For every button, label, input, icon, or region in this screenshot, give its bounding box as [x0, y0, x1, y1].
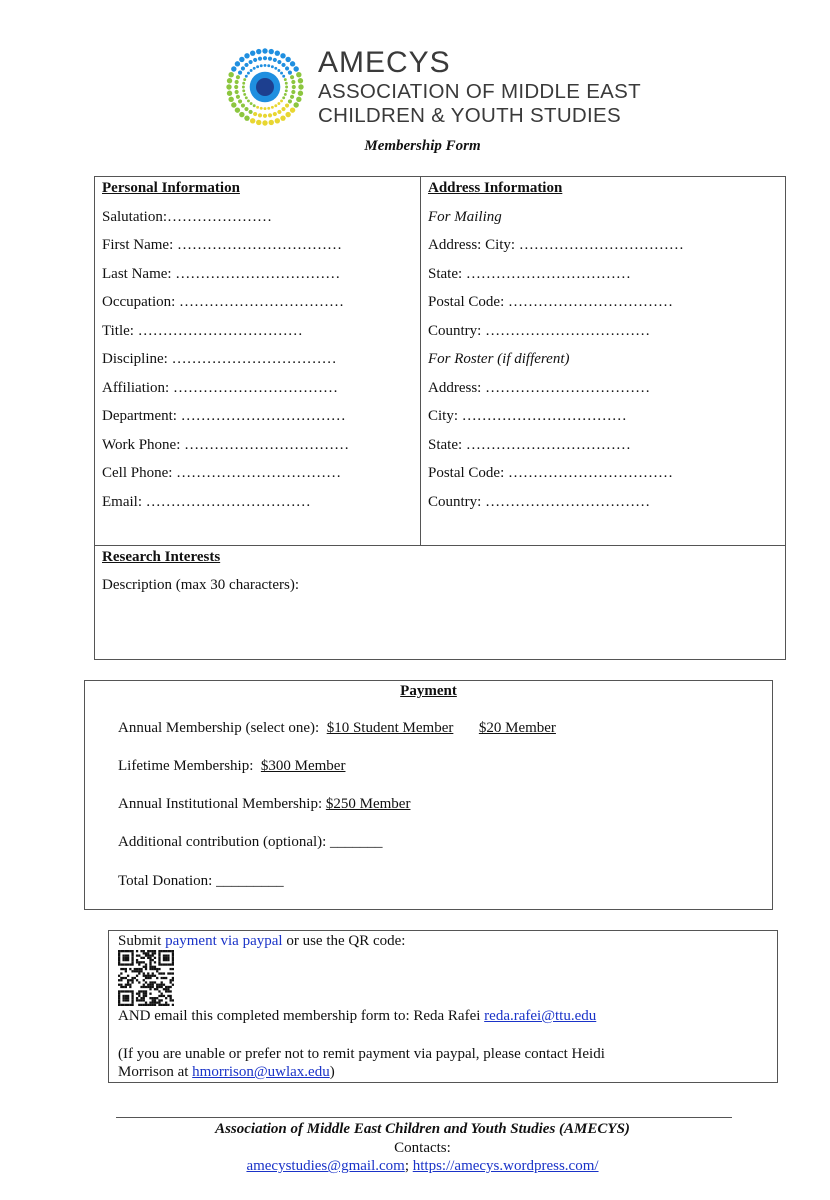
research-interests-heading: Research Interests [102, 549, 221, 565]
footer-separator: ; [404, 1158, 409, 1174]
for-roster-label: For Roster (if different) [428, 351, 570, 367]
submit-prefix: Submit [118, 933, 162, 949]
research-description-field[interactable]: Description (max 30 characters): [102, 577, 299, 593]
institutional-member-option[interactable]: $250 Member [325, 796, 411, 812]
reda-email-link[interactable]: reda.rafei@ttu.edu [484, 1008, 597, 1024]
mailing-postal-code-field[interactable]: Postal Code: …………………………… [428, 294, 674, 310]
alt-contact-line2 [118, 1064, 335, 1081]
alt-contact-suffix: ) [329, 1064, 335, 1080]
qr-code-icon[interactable] [118, 950, 174, 1006]
logo-subtitle-line1: ASSOCIATION OF MIDDLE EAST [318, 80, 641, 103]
heidi-email-link[interactable]: hmorrison@uwlax.edu [192, 1064, 330, 1080]
student-member-option[interactable]: $10 Student Member [326, 720, 454, 736]
salutation-field[interactable]: Salutation:………………… [102, 208, 272, 225]
roster-country-field[interactable]: Country: …………………………… [428, 493, 651, 510]
roster-postal-code-field[interactable]: Postal Code: …………………………… [428, 465, 674, 481]
form-title: Membership Form [364, 138, 481, 154]
roster-city-field[interactable]: City: …………………………… [428, 408, 627, 424]
row-divider [94, 545, 786, 546]
lifetime-membership-row [118, 758, 345, 775]
personal-information-heading: Personal Information [102, 180, 240, 196]
research-interests-section [102, 547, 299, 595]
work-phone-field[interactable]: Work Phone: …………………………… [102, 436, 350, 453]
additional-contribution-field[interactable]: Additional contribution (optional): _______ [118, 834, 383, 850]
institutional-membership-label: Annual Institutional Membership: [118, 796, 323, 812]
institutional-membership-row [118, 796, 410, 813]
lifetime-membership-label: Lifetime Membership: [118, 758, 254, 774]
amecys-logo-icon [220, 42, 310, 132]
paypal-link[interactable]: payment via paypal [165, 933, 283, 949]
mailing-state-field[interactable]: State: …………………………… [428, 265, 631, 282]
logo-title: AMECYS [318, 46, 451, 79]
email-field[interactable]: Email: …………………………… [102, 493, 311, 510]
address-information-section [428, 177, 684, 519]
address-information-heading: Address Information [428, 180, 563, 196]
column-divider [420, 176, 421, 545]
payment-heading: Payment [400, 683, 457, 699]
occupation-field[interactable]: Occupation: …………………………… [102, 294, 345, 310]
for-mailing-label: For Mailing [428, 208, 502, 225]
member-option[interactable]: $20 Member [478, 720, 556, 736]
alt-contact-line1: (If you are unable or prefer not to remit payment via paypal, please contact Heidi [118, 1046, 605, 1062]
alt-contact-prefix: Morrison at [118, 1064, 189, 1080]
mailing-country-field[interactable]: Country: …………………………… [428, 322, 651, 339]
discipline-field[interactable]: Discipline: …………………………… [102, 351, 337, 367]
email-instructions-text: AND email this completed membership form to: Reda Rafei [118, 1008, 481, 1024]
personal-information-section [102, 177, 349, 519]
last-name-field[interactable]: Last Name: …………………………… [102, 265, 341, 282]
annual-membership-label: Annual Membership (select one): [118, 720, 320, 736]
total-donation-field[interactable]: Total Donation: _________ [118, 873, 284, 889]
footer-email-link[interactable]: amecystudies@gmail.com [246, 1158, 405, 1174]
submit-instructions [118, 933, 405, 950]
mailing-address-city-field[interactable]: Address: City: …………………………… [428, 237, 684, 253]
roster-state-field[interactable]: State: …………………………… [428, 436, 631, 453]
footer-divider [116, 1117, 732, 1118]
footer-links [0, 1158, 830, 1175]
email-instructions [118, 1008, 596, 1025]
first-name-field[interactable]: First Name: …………………………… [102, 237, 342, 253]
submit-suffix: or use the QR code: [286, 933, 406, 949]
affiliation-field[interactable]: Affiliation: …………………………… [102, 379, 338, 396]
annual-membership-row [118, 720, 556, 737]
cell-phone-field[interactable]: Cell Phone: …………………………… [102, 465, 342, 481]
footer-organization: Association of Middle East Children and Youth Studies (AMECYS) [215, 1121, 630, 1137]
footer-contacts-label: Contacts: [394, 1140, 451, 1156]
department-field[interactable]: Department: …………………………… [102, 408, 346, 424]
footer-website-link[interactable]: https://amecys.wordpress.com/ [412, 1158, 599, 1174]
roster-address-field[interactable]: Address: …………………………… [428, 379, 651, 396]
lifetime-member-option[interactable]: $300 Member [260, 758, 346, 774]
title-field[interactable]: Title: …………………………… [102, 322, 303, 339]
logo-subtitle-line2: CHILDREN & YOUTH STUDIES [318, 104, 621, 127]
